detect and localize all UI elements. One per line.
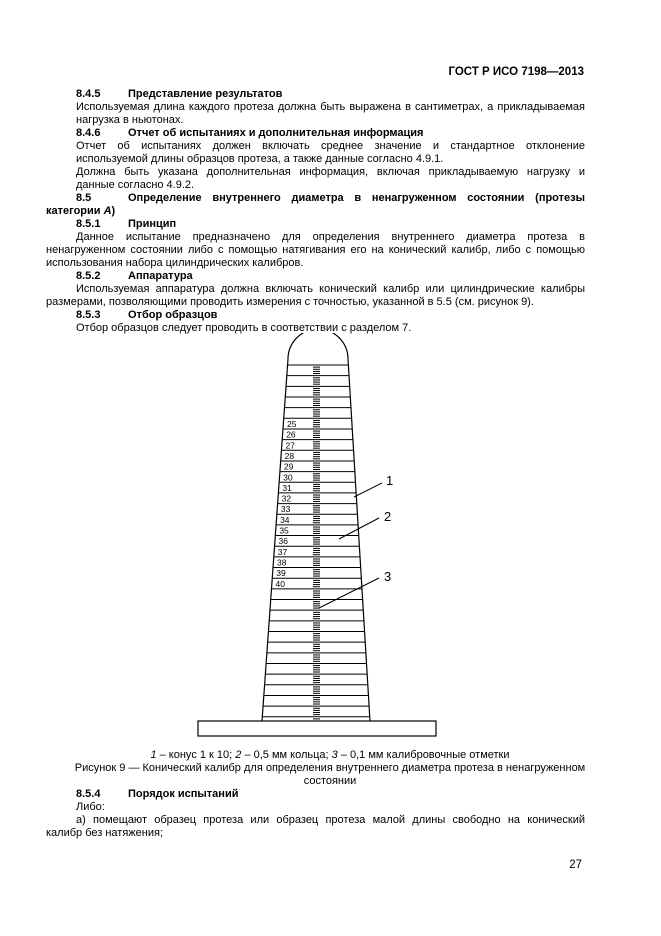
section-number: 8.5.2 bbox=[76, 270, 101, 282]
callout-leader-1 bbox=[354, 483, 382, 497]
section-8-5-2-heading bbox=[76, 270, 585, 283]
paragraph-line: размерами, позволяющими проводить измерения с точностью, указанной в 5.5 (см. рисунок 9). bbox=[46, 296, 534, 308]
section-title: Принцип bbox=[128, 218, 177, 230]
paragraph-line: использования набора цилиндрических калибров. bbox=[46, 257, 304, 269]
paragraph-line: нагрузка в ньютонах. bbox=[76, 114, 184, 126]
scale-label: 29 bbox=[283, 461, 294, 472]
section-number: 8.4.6 bbox=[76, 127, 101, 139]
section-title: Порядок испытаний bbox=[128, 788, 239, 800]
section-8-5-heading-cont bbox=[46, 205, 585, 218]
scale-label: 40 bbox=[275, 578, 285, 589]
legend-key: 3 bbox=[331, 749, 338, 761]
scale-label: 26 bbox=[286, 429, 296, 440]
section-title: Определение внутреннего диаметра в ненагруженном состоянии (протезы bbox=[128, 192, 585, 204]
section-title: Отбор образцов bbox=[128, 309, 218, 321]
callout-leader-3 bbox=[319, 578, 379, 608]
section-number: 8.5.4 bbox=[76, 788, 101, 800]
paragraph-line: Используемая аппаратура должна включать конический калибр или цилиндрические калибры bbox=[76, 283, 585, 295]
gauge-base bbox=[198, 721, 436, 736]
callout-label-3: 3 bbox=[384, 569, 392, 584]
section-number: 8.5.1 bbox=[76, 218, 101, 230]
legend-text: – 0,5 мм кольца; bbox=[241, 749, 332, 761]
page-number: 27 bbox=[569, 859, 582, 871]
scale-label: 27 bbox=[285, 440, 295, 451]
paragraph-line: используемой длины образцов протеза, а также данные согласно 4.9.1. bbox=[76, 153, 444, 165]
legend-text: – 0,1 мм калибровочные отметки bbox=[337, 749, 510, 761]
calibration-ticks bbox=[313, 367, 320, 719]
section-8-4-6-heading bbox=[76, 127, 585, 140]
section-number: 8.4.5 bbox=[76, 88, 101, 100]
paragraph-line: Отчет об испытаниях должен включать среднее значение и стандартное отклонение bbox=[76, 140, 585, 152]
section-8-4-5-heading bbox=[76, 88, 585, 101]
section-title: Аппаратура bbox=[128, 270, 193, 282]
figure-caption: Рисунок 9 — Конический калибр для определения внутреннего диаметра протеза в ненагруженном bbox=[74, 762, 586, 774]
paragraph-line: Должна быть указана дополнительная информация, включая прикладываемую нагрузку и bbox=[76, 166, 585, 178]
callout-label-2: 2 bbox=[384, 509, 392, 524]
section-8-5-3-heading bbox=[76, 309, 585, 322]
legend-text: – конус 1 к 10; bbox=[156, 749, 236, 761]
figure-caption-cont: состоянии bbox=[303, 775, 357, 787]
paragraph-line: ненагруженном состоянии либо с помощью натягивания его на конический калибр, либо с помощью bbox=[46, 244, 585, 256]
section-8-5-heading bbox=[76, 192, 585, 205]
section-title: Представление результатов bbox=[128, 88, 283, 100]
section-8-5-4-heading bbox=[76, 788, 585, 801]
section-number: 8.5.3 bbox=[76, 309, 101, 321]
scale-label: 32 bbox=[281, 493, 292, 504]
scale-label: 34 bbox=[280, 514, 290, 525]
scale-label: 28 bbox=[284, 450, 295, 461]
scale-label: 38 bbox=[277, 557, 287, 568]
legend-key: 1 bbox=[150, 749, 157, 761]
paragraph-line: калибр без натяжения; bbox=[46, 827, 164, 839]
gauge-right-edge bbox=[348, 359, 370, 721]
scale-label: 33 bbox=[280, 504, 291, 515]
paragraph-line: Используемая длина каждого протеза должна быть выражена в сантиметрах, а прикладываемая bbox=[76, 101, 585, 113]
paragraph-line: Данное испытание предназначено для определения внутреннего диаметра протеза в bbox=[76, 231, 585, 243]
scale-label: 25 bbox=[286, 418, 297, 429]
document-header: ГОСТ Р ИСО 7198—2013 bbox=[448, 66, 584, 78]
scale-label: 35 bbox=[279, 525, 289, 536]
paragraph-line: Либо: bbox=[76, 801, 105, 813]
legend-key: 2 bbox=[235, 749, 242, 761]
scale-label: 30 bbox=[283, 472, 293, 483]
section-number: 8.5 bbox=[76, 192, 92, 204]
section-8-5-1-heading bbox=[76, 218, 585, 231]
paragraph-line: данные согласно 4.9.2. bbox=[76, 179, 195, 191]
callout-label-1: 1 bbox=[386, 473, 394, 488]
scale-label: 31 bbox=[282, 482, 292, 493]
figure-legend bbox=[30, 749, 630, 762]
scale-label: 37 bbox=[277, 546, 288, 557]
paragraph-line: а) помещают образец протеза или образец протеза малой длины свободно на конический bbox=[76, 814, 585, 826]
section-title: Отчет об испытаниях и дополнительная информация bbox=[128, 127, 424, 139]
heading-text: ) bbox=[111, 205, 116, 217]
scale-label: 36 bbox=[278, 536, 289, 547]
category-letter: А bbox=[103, 205, 112, 217]
gauge-dome bbox=[288, 333, 348, 359]
scale-label: 39 bbox=[276, 568, 286, 579]
conical-gauge-figure bbox=[195, 333, 445, 745]
paragraph-line: Отбор образцов следует проводить в соответствии с разделом 7. bbox=[76, 322, 412, 334]
heading-text: категории bbox=[46, 205, 104, 217]
